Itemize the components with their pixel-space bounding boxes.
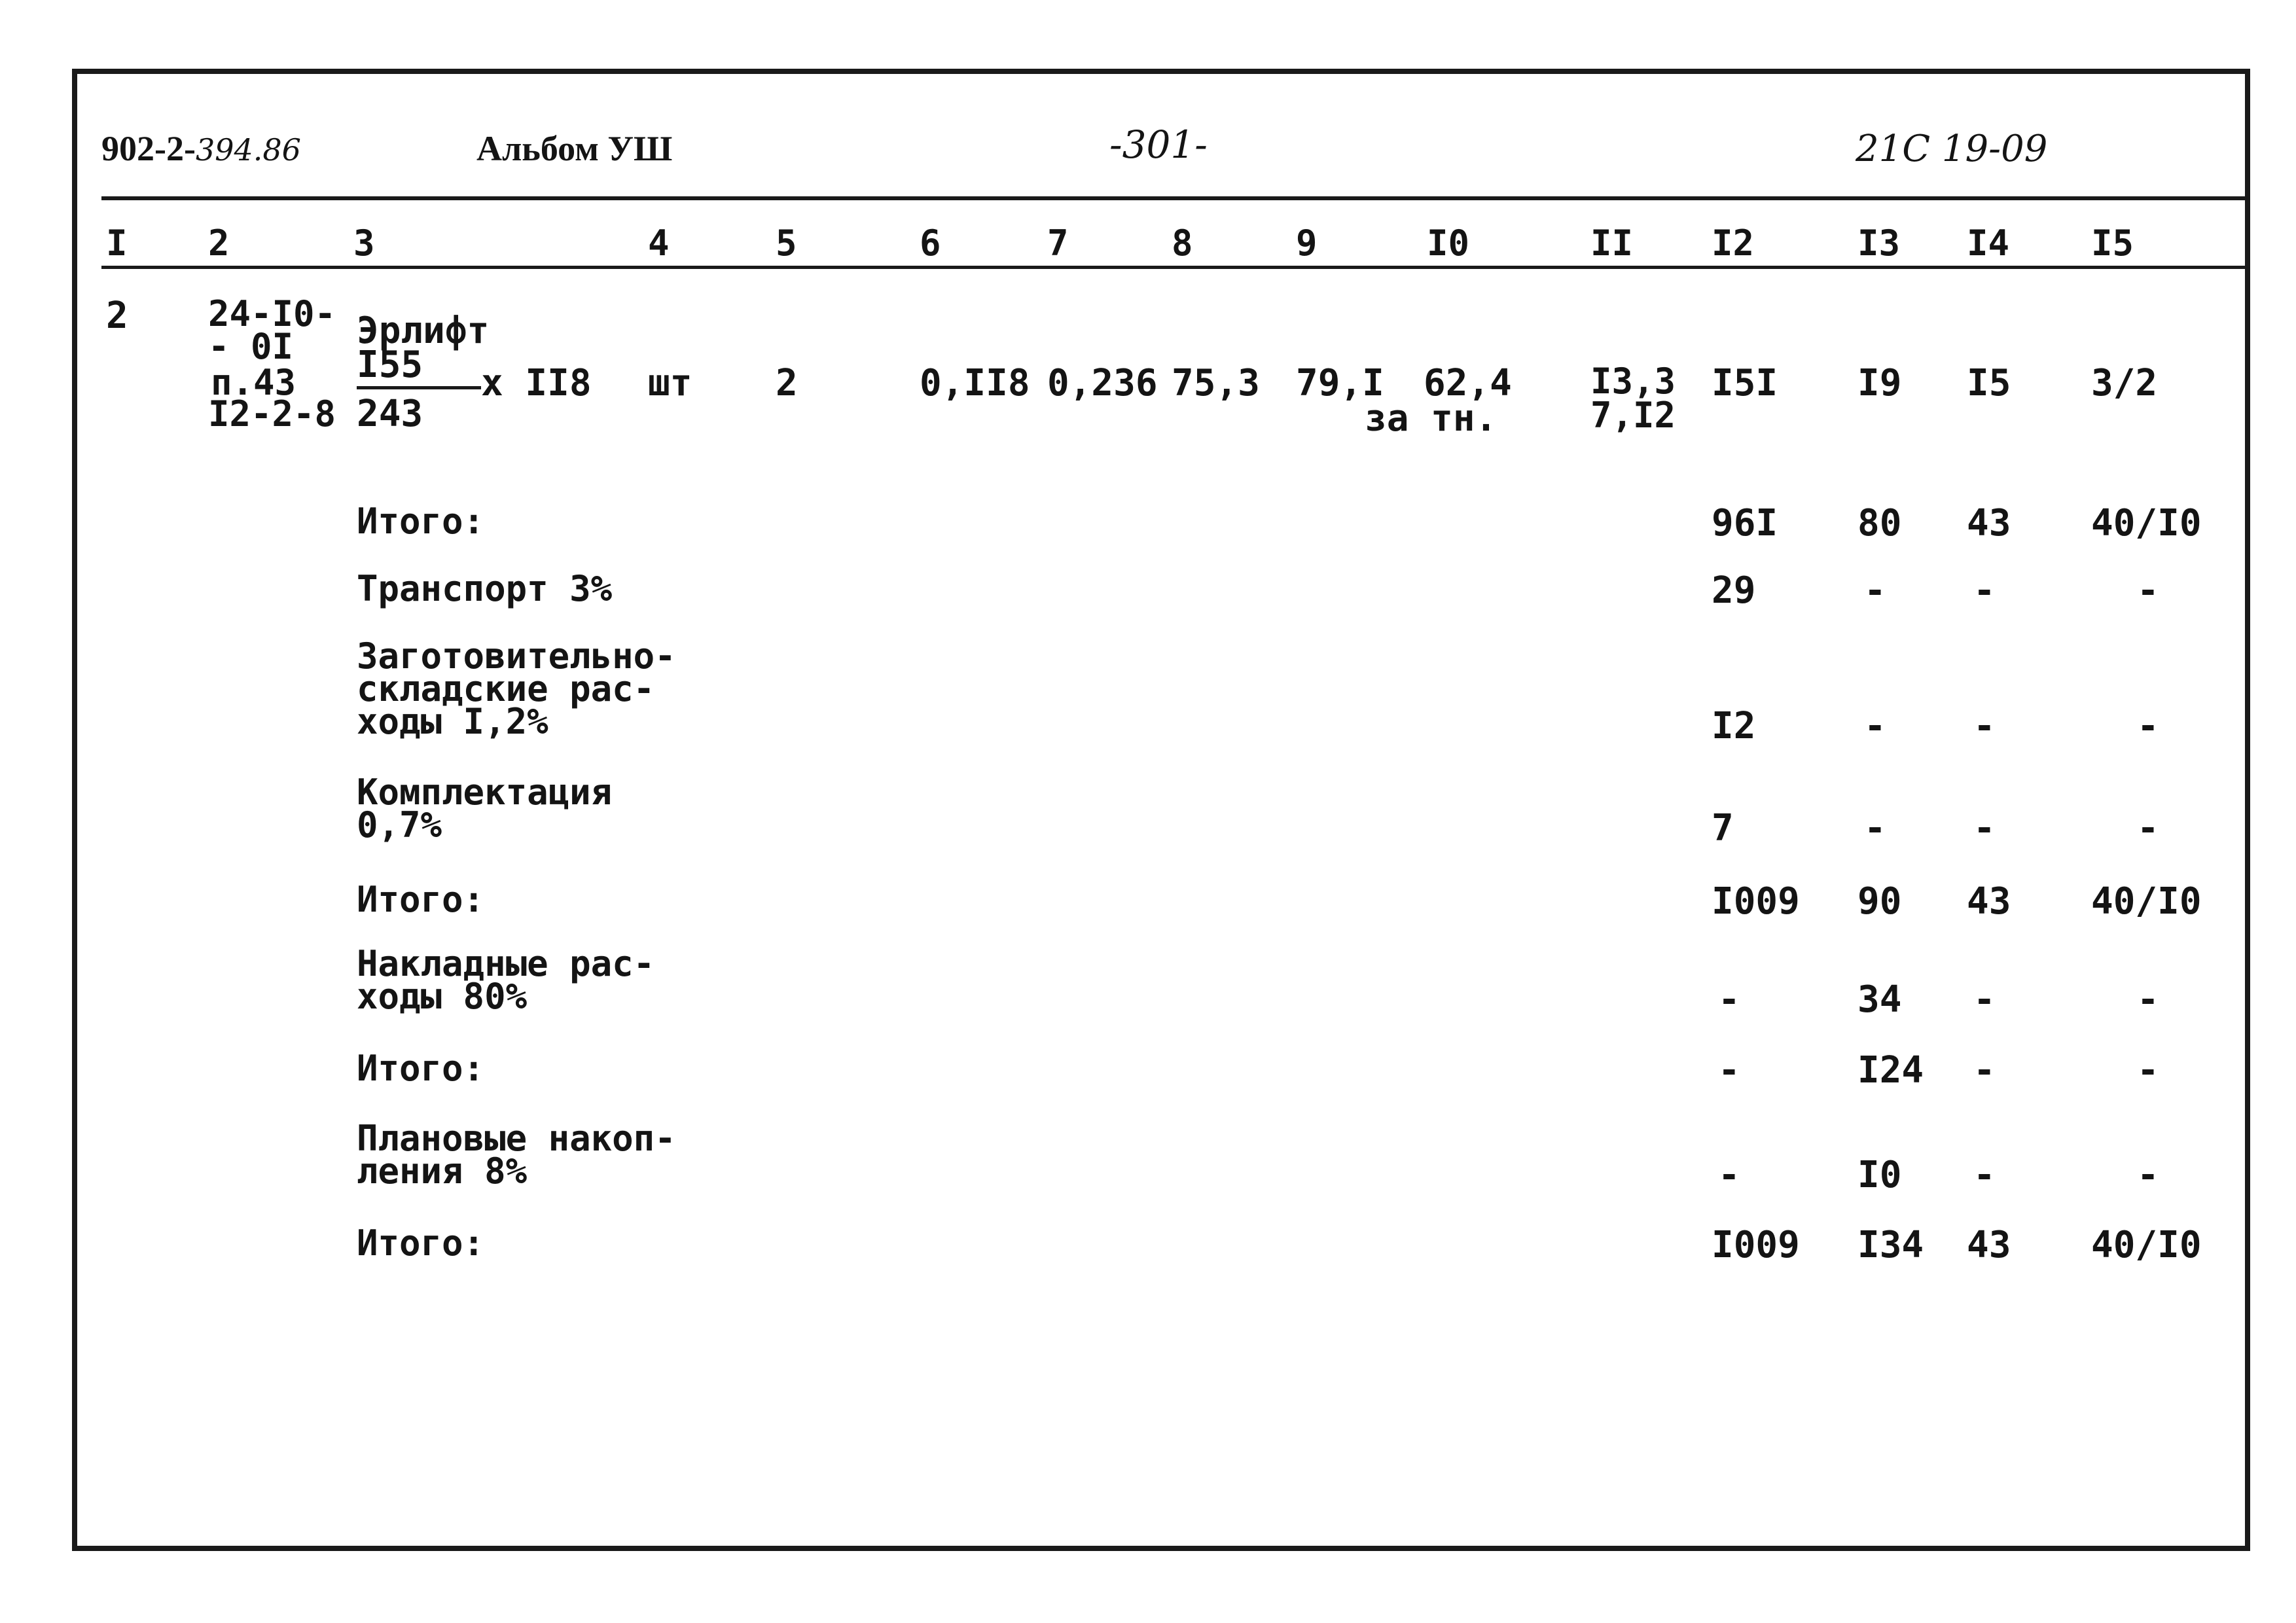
summary-label-line: Итого: <box>357 1048 485 1089</box>
summary-c15: - <box>2137 705 2159 747</box>
column-number: 4 <box>648 223 670 264</box>
item-col10: 62,4 <box>1424 362 1512 404</box>
summary-c14: 43 <box>1967 880 2011 923</box>
doc-code <box>101 131 301 166</box>
column-number: 6 <box>920 223 941 264</box>
column-number: I2 <box>1712 223 1755 264</box>
summary-label-line: Транспорт 3% <box>357 568 613 609</box>
summary-c12: - <box>1718 1154 1740 1196</box>
summary-c12: - <box>1718 978 1740 1021</box>
fraction-line <box>357 386 481 389</box>
summary-c15: - <box>2137 1154 2159 1196</box>
column-number: I <box>106 223 128 264</box>
page-number: -301- <box>1109 122 1208 167</box>
summary-c13: 34 <box>1857 978 1902 1021</box>
column-number: 3 <box>353 223 375 264</box>
column-number: 8 <box>1172 223 1193 264</box>
summary-label-line: Комплектация <box>357 772 613 813</box>
item-code-line: п.43 <box>211 362 296 403</box>
summary-c14: - <box>1973 1154 1996 1196</box>
column-number: I4 <box>1967 223 2010 264</box>
summary-label-line: ления 8% <box>357 1150 528 1192</box>
summary-c14: - <box>1973 1049 1996 1092</box>
summary-label-line: Заготовительно- <box>357 635 676 677</box>
summary-c12: - <box>1718 1049 1740 1092</box>
summary-c15: - <box>2137 807 2159 849</box>
item-name: Эрлифт <box>357 310 490 352</box>
item-col10-note: за тн. <box>1365 397 1498 440</box>
item-col8: 75,3 <box>1172 362 1260 404</box>
summary-c14: 43 <box>1967 1224 2011 1266</box>
album-title: Альбом УШ <box>476 129 673 168</box>
item-col13: I9 <box>1857 362 1902 404</box>
summary-c13: - <box>1864 569 1886 612</box>
summary-label-line: ходы I,2% <box>357 701 548 742</box>
summary-label-line: Итого: <box>357 501 485 542</box>
summary-label-line: ходы 80% <box>357 976 528 1017</box>
summary-c14: - <box>1973 807 1996 849</box>
summary-c13: I24 <box>1857 1049 1924 1092</box>
summary-c12: 96I <box>1712 502 1778 544</box>
item-unit: шт <box>648 362 692 404</box>
item-col11-line: I3,3 <box>1590 361 1676 402</box>
item-code-line: - 0I <box>208 326 294 367</box>
summary-c14: - <box>1973 978 1996 1021</box>
summary-label-line: Итого: <box>357 1222 485 1264</box>
summary-c13: 90 <box>1857 880 1902 923</box>
item-code-line: I2-2-8 <box>208 393 336 435</box>
doc-code-handwritten: 394.86 <box>195 132 301 168</box>
summary-c13: I0 <box>1857 1154 1902 1196</box>
summary-label-line: Накладные рас- <box>357 943 655 984</box>
column-number: I5 <box>2091 223 2134 264</box>
summary-label-line: складские рас- <box>357 668 655 709</box>
summary-c14: 43 <box>1967 502 2011 544</box>
column-header-rule <box>101 266 2249 269</box>
summary-c12: I009 <box>1712 1224 1800 1266</box>
summary-c13: - <box>1864 807 1886 849</box>
summary-c15: - <box>2137 569 2159 612</box>
column-number: 7 <box>1047 223 1069 264</box>
sheet-code: 21С 19-09 <box>1856 128 2048 170</box>
header-rule <box>101 196 2249 200</box>
item-col14: I5 <box>1967 362 2011 404</box>
summary-c13: - <box>1864 705 1886 747</box>
fraction-numerator: I55 <box>357 344 423 386</box>
item-col15: 3/2 <box>2091 362 2158 404</box>
summary-c12: 7 <box>1712 807 1734 849</box>
summary-label-line: 0,7% <box>357 804 442 846</box>
fraction-denominator: 243 <box>357 393 423 435</box>
item-col11-line: 7,I2 <box>1590 395 1676 436</box>
summary-c13: 80 <box>1857 502 1902 544</box>
summary-c15: - <box>2137 1049 2159 1092</box>
summary-c13: I34 <box>1857 1224 1924 1266</box>
item-number: 2 <box>106 294 128 337</box>
column-number: I0 <box>1427 223 1470 264</box>
column-number: II <box>1590 223 1634 264</box>
summary-c12: 29 <box>1712 569 1756 612</box>
summary-c15: - <box>2137 978 2159 1021</box>
summary-c14: - <box>1973 569 1996 612</box>
summary-c12: I2 <box>1712 705 1756 747</box>
item-col6: 0,II8 <box>920 362 1030 404</box>
column-number: 5 <box>776 223 797 264</box>
doc-code-prefix: 902-2- <box>101 129 196 168</box>
summary-label-line: Итого: <box>357 879 485 920</box>
column-number: 9 <box>1296 223 1318 264</box>
column-number: 2 <box>208 223 230 264</box>
summary-label-line: Плановые накоп- <box>357 1118 676 1159</box>
summary-c14: - <box>1973 705 1996 747</box>
item-code-line: 24-I0- <box>208 293 336 334</box>
column-number: I3 <box>1857 223 1901 264</box>
item-col12: I5I <box>1712 362 1778 404</box>
item-quantity: 2 <box>776 362 798 404</box>
item-col9: 79,I <box>1296 362 1384 404</box>
item-multiplier: x II8 <box>481 362 592 404</box>
summary-c15: 40/I0 <box>2091 880 2202 923</box>
item-col7: 0,236 <box>1047 362 1158 404</box>
summary-c15: 40/I0 <box>2091 1224 2202 1266</box>
summary-c15: 40/I0 <box>2091 502 2202 544</box>
summary-c12: I009 <box>1712 880 1800 923</box>
